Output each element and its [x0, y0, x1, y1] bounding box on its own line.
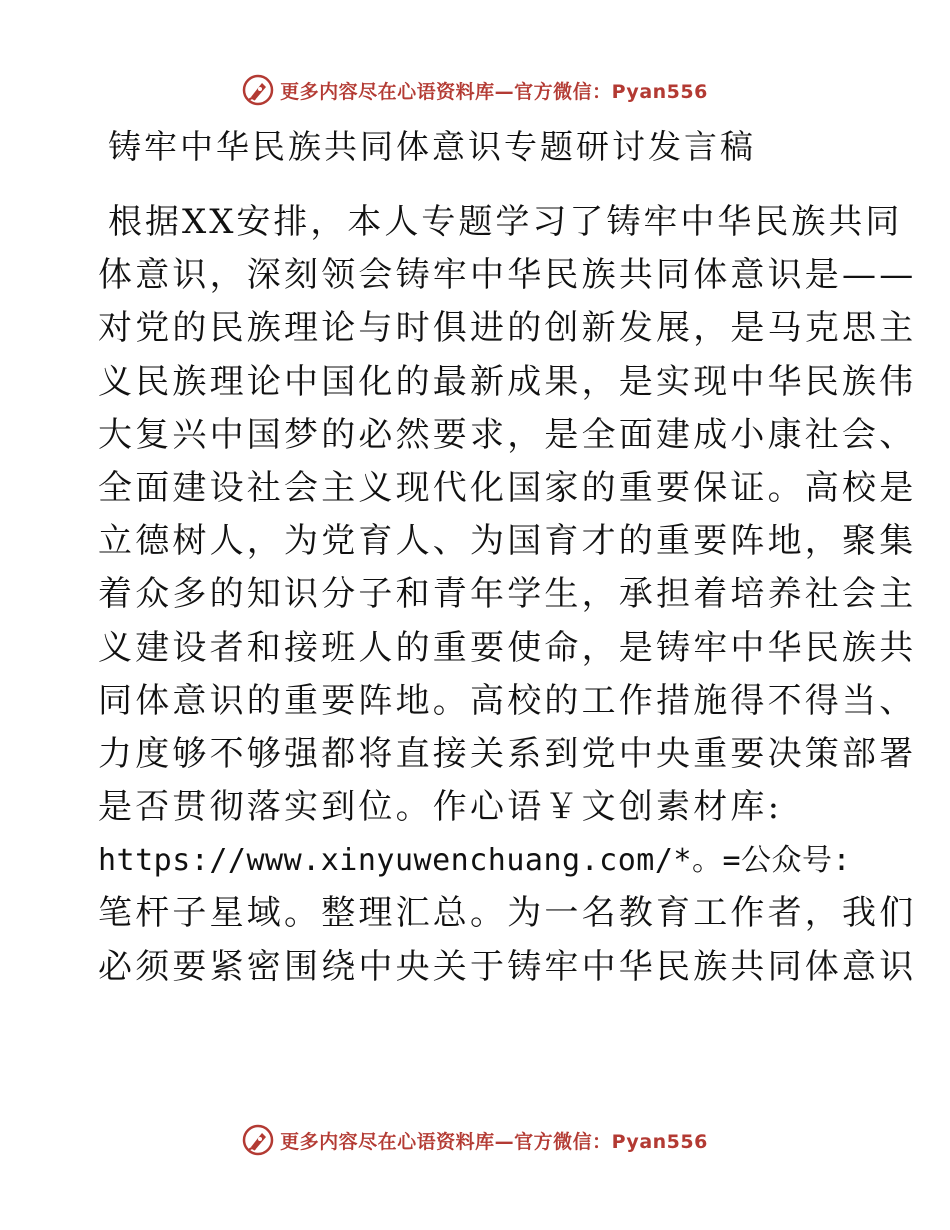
- body-line: 体意识，深刻领会铸牢中华民族共同体意识是——: [98, 255, 917, 296]
- body-line-url: https://www.xinyuwenchuang.com/*。=公众号:: [98, 843, 852, 879]
- body-line: 同体意识的重要阵地。高校的工作措施得不得当、: [98, 680, 917, 721]
- document-body: [98, 196, 917, 994]
- body-line: 着众多的知识分子和青年学生，承担着培养社会主: [98, 574, 917, 615]
- body-line: 义民族理论中国化的最新成果，是实现中华民族伟: [98, 361, 917, 402]
- body-line: 笔杆子星域。整理汇总。为一名教育工作者，我们: [98, 893, 917, 934]
- footer-watermark-banner: [0, 1120, 950, 1160]
- body-line: 必须要紧密围绕中央关于铸牢中华民族共同体意识: [98, 946, 917, 987]
- body-line: 根据XX安排，本人专题学习了铸牢中华民族共同: [108, 202, 903, 242]
- body-line: 义建设者和接班人的重要使命，是铸牢中华民族共: [98, 627, 917, 668]
- header-watermark-banner: [0, 70, 950, 110]
- body-line: 大复兴中国梦的必然要求，是全面建成小康社会、: [98, 414, 917, 455]
- pen-nib-logo-icon: [242, 74, 274, 106]
- footer-watermark-text: 更多内容尽在心语资料库—官方微信：Pyan556: [280, 1130, 708, 1153]
- body-line: 对党的民族理论与时俱进的创新发展，是马克思主: [98, 308, 917, 349]
- pen-nib-logo-icon: [242, 1124, 274, 1156]
- body-line: 力度够不够强都将直接关系到党中央重要决策部署: [98, 733, 917, 774]
- document-title: 铸牢中华民族共同体意识专题研讨发言稿: [108, 127, 756, 166]
- header-watermark-text: 更多内容尽在心语资料库—官方微信：Pyan556: [280, 80, 708, 103]
- body-line: 是否贯彻落实到位。作心语￥文创素材库:: [98, 787, 783, 828]
- body-line: 全面建设社会主义现代化国家的重要保证。高校是: [98, 467, 917, 508]
- body-line: 立德树人，为党育人、为国育才的重要阵地，聚集: [98, 521, 917, 562]
